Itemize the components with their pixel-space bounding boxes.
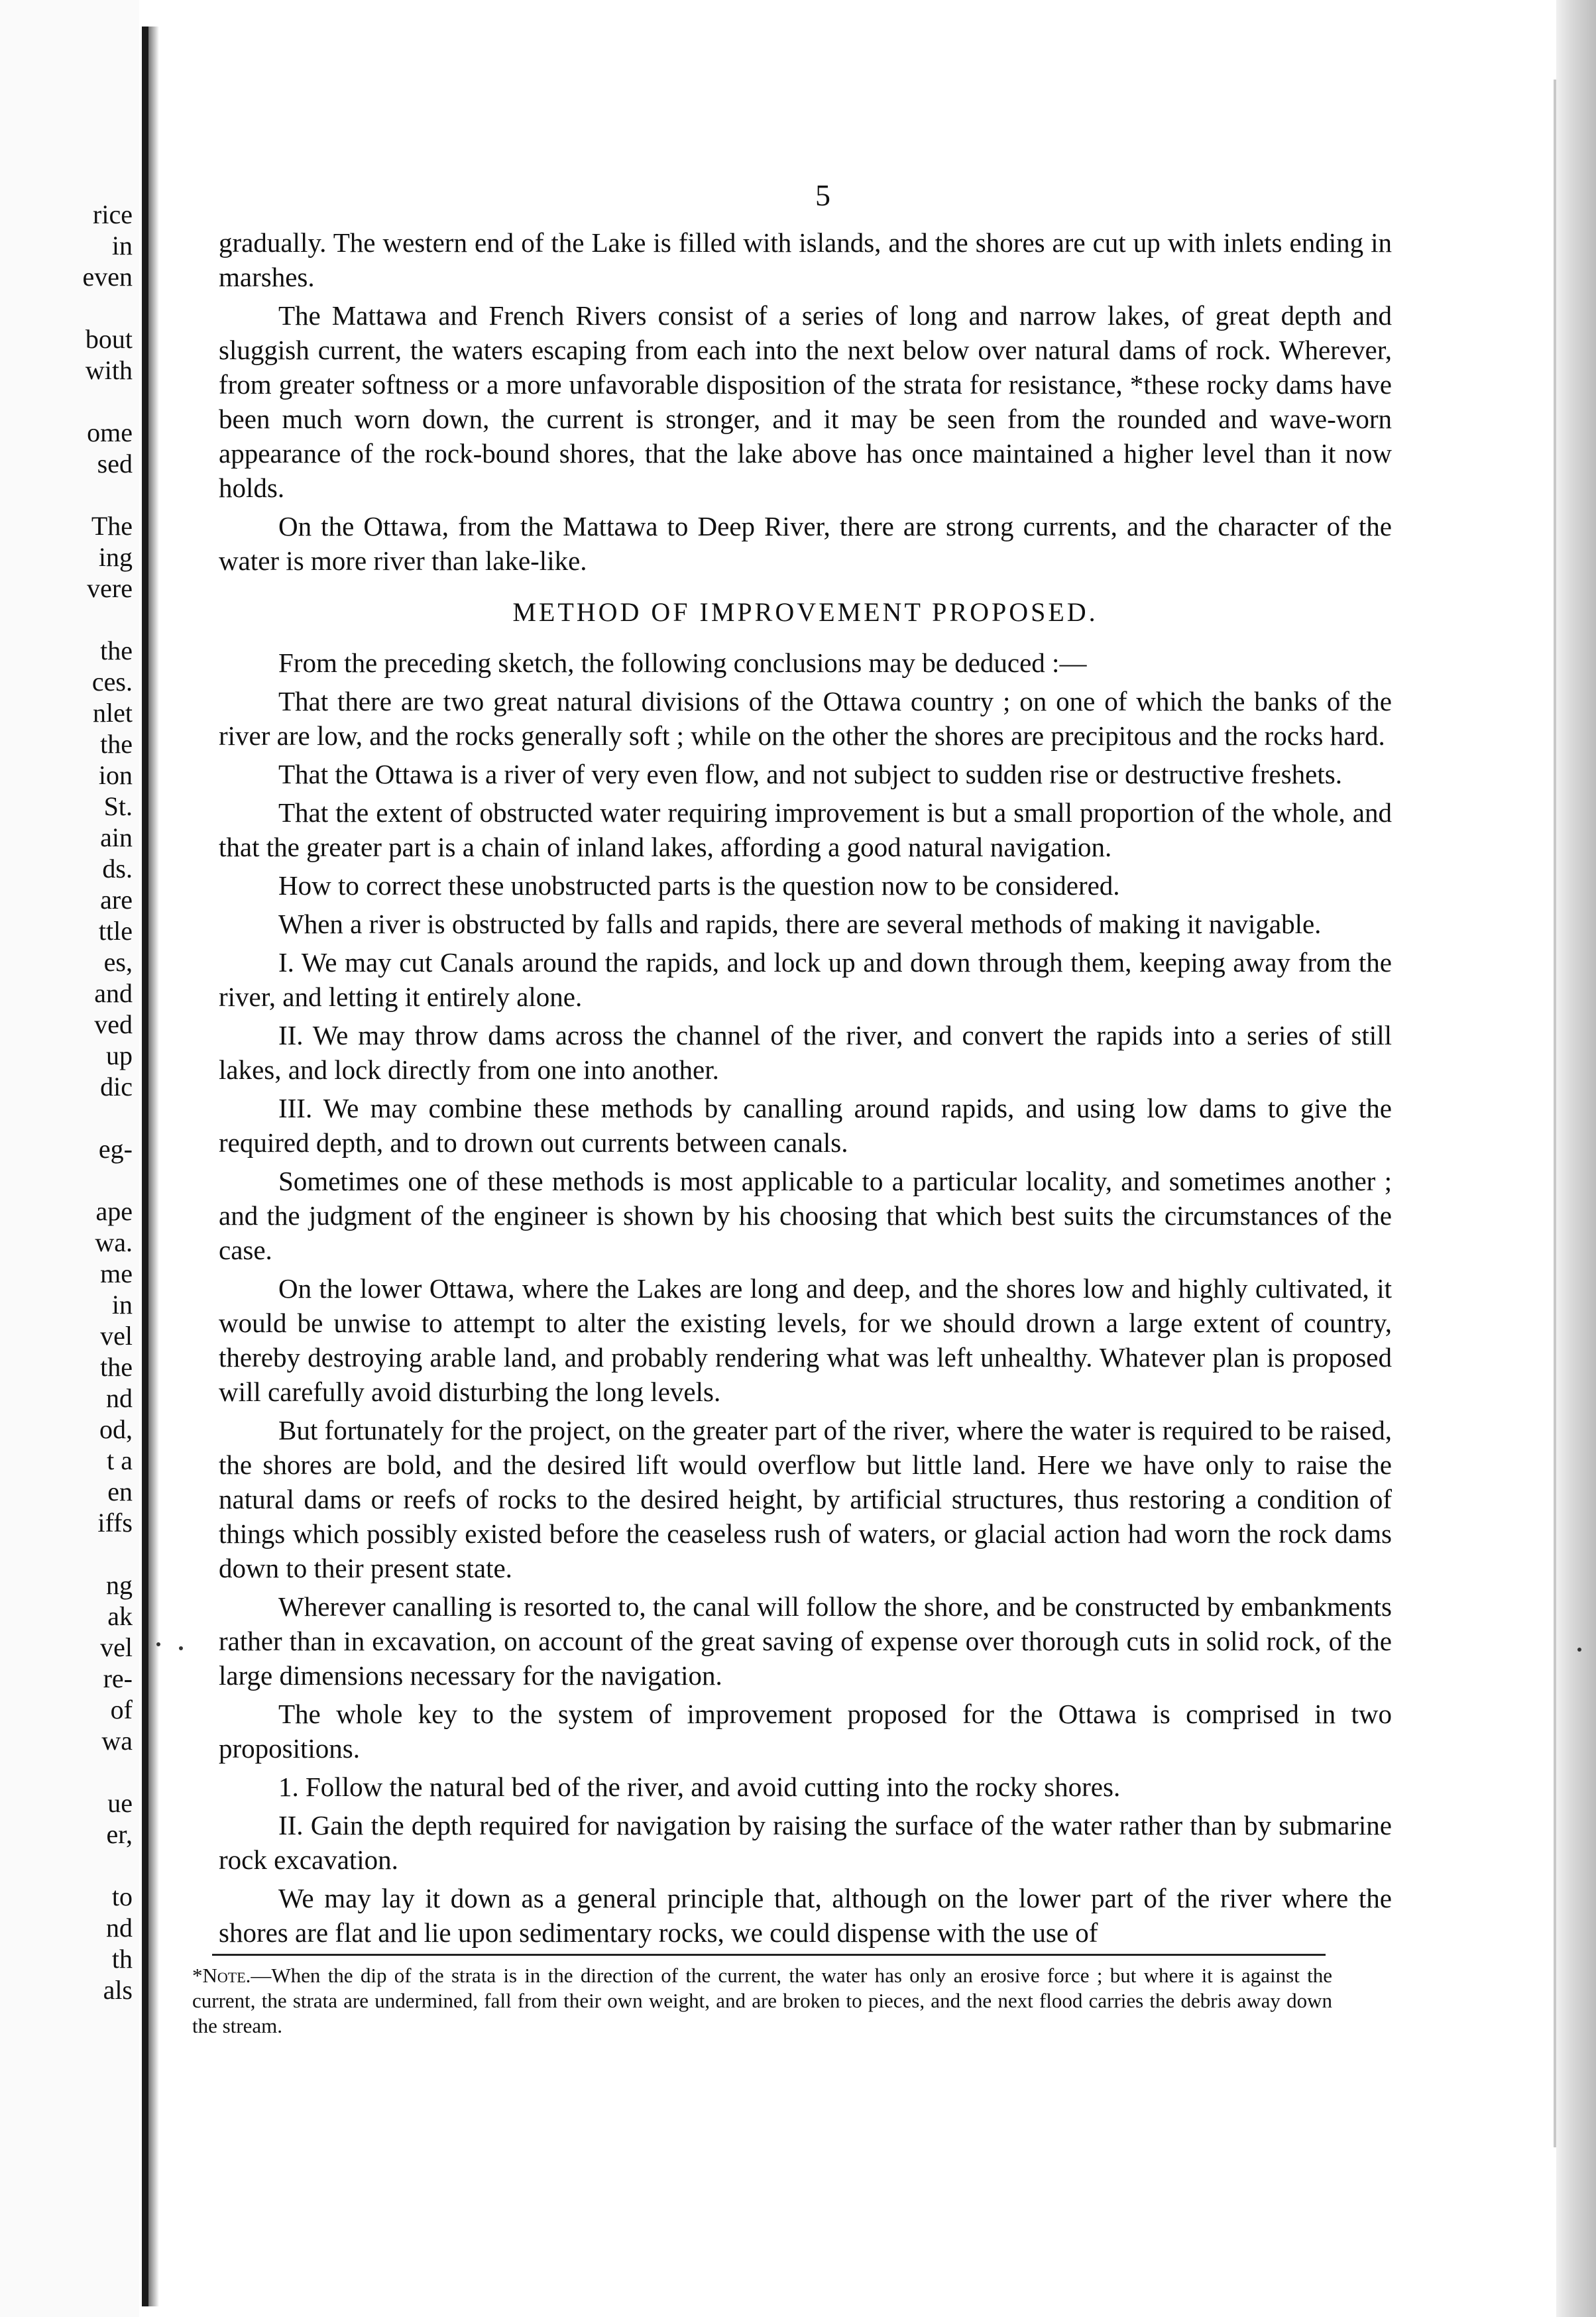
- facing-page-fragment: [0, 292, 133, 323]
- facing-page-fragment: ome: [87, 418, 133, 447]
- body-text: [219, 225, 1392, 1954]
- paragraph: The whole key to the system of improvement proposed for the Ottawa is comprised in two propositions.: [219, 1699, 1392, 1764]
- facing-page-fragment: od,: [99, 1414, 133, 1444]
- paragraph: That the extent of obstructed water requiring improvement is but a small proportion of the whole, and that the greater part is a chain of inland lakes, affording a good natural navigation.: [219, 797, 1392, 862]
- facing-page-fragment: ces.: [91, 667, 133, 697]
- facing-page-fragment: vere: [87, 573, 133, 603]
- paragraph: gradually. The western end of the Lake is filled with islands, and the shores are cut up with inlets ending in marshes.: [219, 227, 1392, 292]
- paragraph: We may lay it down as a general principle that, although on the lower part of the river where the shores are flat and lie upon sedimentary rocks, we could dispense with the use of: [219, 1883, 1392, 1948]
- facing-page-fragment: wa: [101, 1726, 133, 1756]
- facing-page-fragment: es,: [103, 947, 133, 977]
- facing-page-fragment: bout: [85, 324, 133, 354]
- facing-page-fragment: dic: [100, 1072, 133, 1102]
- facing-page-fragment: [0, 386, 133, 417]
- facing-page-fragment: and: [94, 978, 133, 1008]
- facing-page-fragment: th: [111, 1944, 133, 1974]
- paragraph: How to correct these unobstructed parts is the question now to be considered.: [278, 870, 1120, 901]
- facing-page-fragment: ng: [106, 1570, 133, 1600]
- facing-page-fragment: wa.: [95, 1227, 133, 1257]
- facing-page-fragment: ved: [94, 1009, 133, 1039]
- facing-page-fragment: er,: [106, 1819, 133, 1849]
- facing-page-fragment: [0, 604, 133, 635]
- facing-page-fragment: The: [91, 511, 133, 541]
- footnote: [192, 1963, 1332, 2039]
- facing-page-fragment: [0, 1850, 133, 1881]
- binding-gutter: [142, 27, 148, 2306]
- facing-page-fragment: are: [100, 885, 133, 915]
- facing-page-text-fragments: [0, 199, 133, 2006]
- facing-page-fragment: ion: [98, 760, 133, 790]
- paragraph: From the preceding sketch, the following conclusions may be deduced :—: [278, 648, 1087, 678]
- facing-page-fragment: nd: [106, 1383, 133, 1413]
- facing-page-fragment: St.: [103, 791, 133, 821]
- facing-page-fragment: eg-: [98, 1134, 133, 1164]
- facing-page-fragment: als: [103, 1975, 133, 2005]
- facing-page-fragment: ue: [107, 1788, 133, 1818]
- facing-page-fragment: in: [111, 231, 133, 260]
- facing-page-fragment: [0, 1538, 133, 1569]
- facing-page-fragment: ape: [95, 1196, 133, 1226]
- paragraph: When a river is obstructed by falls and rapids, there are several methods of making it navigable.: [278, 909, 1322, 939]
- paragraph: That the Ottawa is a river of very even flow, and not subject to sudden rise or destructive freshets.: [278, 759, 1342, 789]
- method-item: I. We may cut Canals around the rapids, and lock up and down through them, keeping away from the river, and letting it entirely alone.: [219, 947, 1392, 1012]
- facing-page-edge: [0, 0, 139, 2317]
- page-number: 5: [815, 178, 830, 212]
- paragraph: On the Ottawa, from the Mattawa to Deep River, there are strong currents, and the character of the water is more river than lake-like.: [219, 511, 1392, 576]
- facing-page-fragment: ds.: [102, 854, 133, 883]
- facing-page-fragment: the: [100, 636, 133, 665]
- facing-page-fragment: in: [111, 1290, 133, 1320]
- facing-page-fragment: nd: [106, 1913, 133, 1943]
- facing-page-fragment: en: [107, 1477, 133, 1506]
- section-heading: METHOD OF IMPROVEMENT PROPOSED.: [512, 597, 1098, 627]
- paragraph: But fortunately for the project, on the greater part of the river, where the water is required to be raised, the shores are bold, and the desired lift would overflow but little land. Here we have only to raise the natural dams or reefs of rocks to the desired height, by artificial structures, thus restoring a condition of things which possibly existed before the ceaseless rush of waters, or glacial action had worn the rock dams down to their present state.: [219, 1415, 1392, 1583]
- footnote-rule: [212, 1954, 1326, 1956]
- paragraph: That there are two great natural divisions of the Ottawa country ; on one of which the banks of the river are low, and the rocks generally soft ; while on the other the shores are precipitous and the rocks hard.: [219, 686, 1392, 751]
- facing-page-fragment: ain: [100, 822, 133, 852]
- method-item: II. We may throw dams across the channel of the river, and convert the rapids into a series of still lakes, and lock directly from one into another.: [219, 1020, 1392, 1085]
- facing-page-fragment: re-: [103, 1664, 133, 1693]
- facing-page-fragment: vel: [100, 1632, 133, 1662]
- proposition-item: 1. Follow the natural bed of the river, and avoid cutting into the rocky shores.: [278, 1772, 1121, 1802]
- method-item: III. We may combine these methods by canalling around rapids, and using low dams to give the required depth, and to drown out currents between canals.: [219, 1093, 1392, 1158]
- facing-page-fragment: ak: [107, 1601, 133, 1631]
- facing-page-fragment: [0, 1164, 133, 1196]
- facing-page-fragment: ing: [98, 542, 133, 572]
- facing-page-fragment: [0, 1102, 133, 1133]
- paragraph: Sometimes one of these methods is most applicable to a particular locality, and sometimes another ; and the judgment of the engineer is shown by his choosing that which best suits the circumstances of the case.: [219, 1166, 1392, 1265]
- facing-page-fragment: with: [85, 355, 133, 385]
- facing-page-fragment: me: [100, 1259, 133, 1288]
- facing-page-fragment: up: [106, 1041, 133, 1070]
- paragraph: On the lower Ottawa, where the Lakes are long and deep, and the shores low and highly cultivated, it would be unwise to attempt to alter the existing levels, for we should drown a large extent of country, thereby destroying arable land, and probably rendering what was left unhealthy. Whatever plan is proposed will carefully avoid disturbing the long levels.: [219, 1273, 1392, 1407]
- scan-speck: [156, 1642, 160, 1646]
- facing-page-fragment: even: [82, 262, 133, 292]
- gutter-shadow: [148, 27, 159, 2306]
- facing-page-fragment: iffs: [97, 1508, 133, 1538]
- facing-page-fragment: t a: [107, 1445, 133, 1475]
- facing-page-fragment: the: [100, 1352, 133, 1382]
- facing-page-fragment: ttle: [98, 916, 133, 946]
- facing-page-fragment: of: [110, 1695, 133, 1724]
- scan-speck: [179, 1646, 183, 1650]
- page-edge-shadow: [1556, 0, 1596, 2317]
- footnote-label: *Note.: [192, 1964, 251, 1987]
- footnote-text: —When the dip of the strata is in the direction of the current, the water has only an erosive force ; but where it is against the current, the strata are undermined, fall from their own weight, and are broken to pieces, and the next flood carries the debris away down the stream.: [192, 1964, 1332, 2037]
- facing-page-fragment: vel: [100, 1321, 133, 1351]
- proposition-item: II. Gain the depth required for navigation by raising the surface of the water rather than by submarine rock excavation.: [219, 1810, 1392, 1875]
- facing-page-fragment: rice: [93, 199, 133, 229]
- facing-page-fragment: the: [100, 729, 133, 759]
- paragraph: Wherever canalling is resorted to, the canal will follow the shore, and be constructed by embankments rather than in excavation, on account of the great saving of expense over thorough cuts in solid rock, of the large dimensions necessary for the navigation.: [219, 1591, 1392, 1691]
- facing-page-fragment: to: [111, 1882, 133, 1911]
- facing-page-fragment: nlet: [93, 698, 133, 728]
- scan-speck: [1577, 1648, 1581, 1652]
- paragraph: The Mattawa and French Rivers consist of a series of long and narrow lakes, of great depth and sluggish current, the waters escaping from each into the next below over natural dams of rock. Wherever, from greater softness or a more unfavorable disposition of the strata for resistance, *these rocky dams have been much worn down, the current is stronger, and it may be seen from the rounded and wave-worn appearance of the rock-bound shores, that the lake above has once maintained a higher level than it now holds.: [219, 300, 1392, 503]
- facing-page-fragment: sed: [97, 449, 133, 479]
- facing-page-fragment: [0, 1756, 133, 1787]
- facing-page-fragment: [0, 479, 133, 510]
